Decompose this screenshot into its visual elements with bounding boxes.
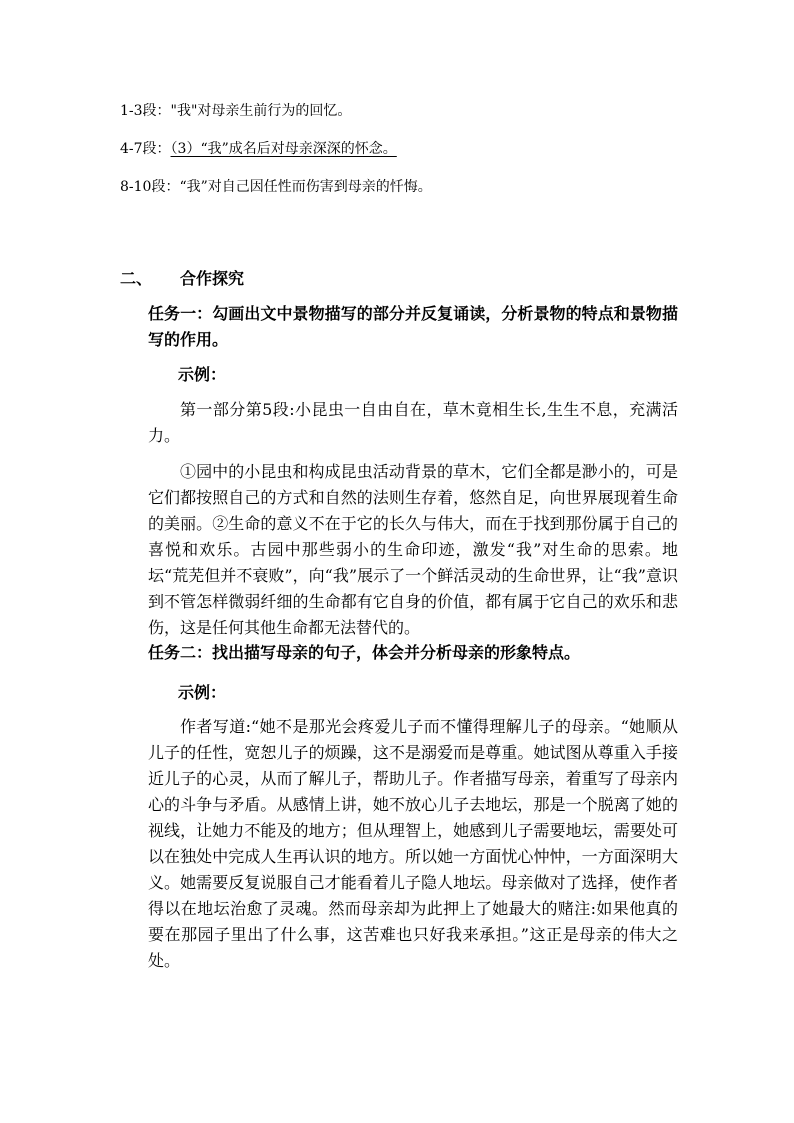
summary-line-1: 1-3段："我"对母亲生前行为的回忆。 xyxy=(120,103,352,119)
task1-title: 任务一：勾画出文中景物描写的部分并反复诵读，分析景物的特点和景物描写的作用。 xyxy=(148,304,678,349)
section-number: 二、 xyxy=(120,269,153,288)
section-title: 合作探究 xyxy=(180,269,245,288)
task2-example-label: 示例： xyxy=(178,683,227,702)
summary-line-3: 8-10段：“我”对自己因任性而伤害到母亲的忏悔。 xyxy=(120,179,432,195)
section-heading xyxy=(120,266,244,289)
summary-line-2-prefix: 4-7段： xyxy=(120,141,171,157)
task2-paragraph-1: 作者写道:“她不是那光会疼爱儿子而不懂得理解儿子的母亲。“她顺从儿子的任性，宽恕儿子的烦躁，这不是溺爱而是尊重。她试图从尊重入手接近儿子的心灵，从而了解儿子，帮助儿子。作者描写母亲，着重写了母亲内心的斗争与矛盾。从感情上讲，她不放心儿子去地坛，那是一个脱离了她的视线，让她力不能及的地方；但从理智上，她感到儿子需要地坛，需要处可以在独处中完成人生再认识的地方。所以她一方面忧心忡忡，一方面深明大义。她需要反复说服自己才能看着儿子隐人地坛。母亲做对了选择，使作者得以在地坛治愈了灵魂。然而母亲却为此押上了她最大的赌注:如果他真的要在那园子里出了什么事，这苦难也只好我来承担。”这正是母亲的伟大之处。 xyxy=(148,717,678,970)
task2-title: 任务二：找出描写母亲的句子，体会并分析母亲的形象特点。 xyxy=(148,643,581,662)
task1-paragraph-1: 第一部分第5段:小昆虫一自由自在，草木竟相生长,生生不息，充满活力。 xyxy=(148,400,678,445)
summary-line-2 xyxy=(120,138,397,158)
summary-line-2-underlined: （3）“我”成名后对母亲深深的怀念。 xyxy=(170,141,397,157)
task1-paragraph-2: ①园中的小昆虫和构成昆虫活动背景的草木，它们全都是渺小的，可是它们都按照自己的方式和自然的法则生存着，悠然自足，向世界展现着生命的美丽。②生命的意义不在于它的长久与伟大，而在于找到那份属于自己的喜悦和欢乐。古园中那些弱小的生命印迹，激发“我”对生命的思索。地坛“荒芜但并不衰败”，向“我”展示了一个鲜活灵动的生命世界，让“我”意识到不管怎样微弱纤细的生命都有它自身的价值，都有属于它自己的欢乐和悲伤，这是任何其他生命都无法替代的。 xyxy=(148,462,678,637)
task1-example-label: 示例： xyxy=(178,365,227,384)
